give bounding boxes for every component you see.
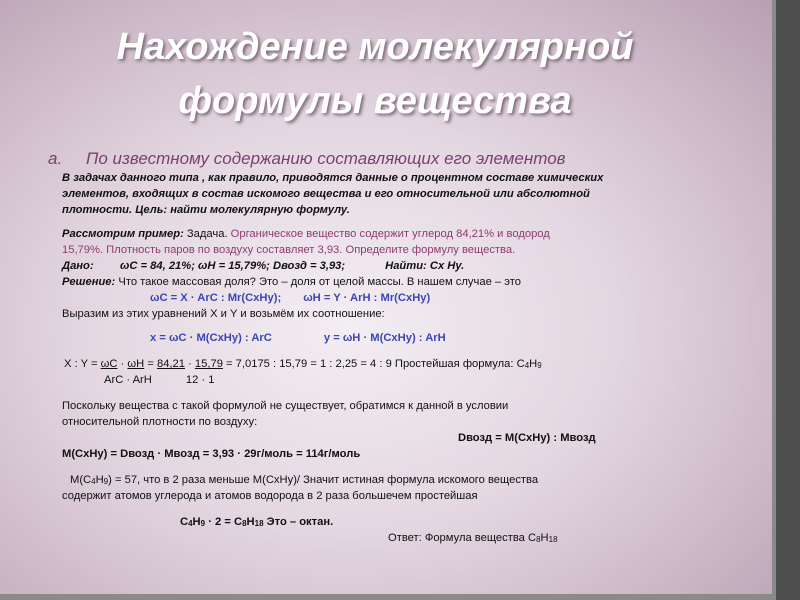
answer-h: Н	[540, 532, 549, 544]
express-line: Выразим из этих уравнений X и Y и возьмём их соотношение:	[62, 308, 385, 320]
octane-tail: Это – октан.	[263, 516, 334, 528]
ratio-value-c: 84,21	[156, 358, 185, 370]
intro-paragraph	[62, 170, 712, 218]
example-lead: Задача.	[183, 228, 231, 240]
subscript: 18	[548, 535, 558, 544]
answer-pre: Ответ: Формула вещества С	[388, 532, 537, 544]
ratio-denominator-symbols: ArC · ArH	[104, 374, 152, 386]
list-marker: а.	[48, 149, 63, 168]
ratio-value-h: 15,79	[194, 358, 223, 370]
density-formula: Dвозд = M(CxHy) : Mвозд	[458, 432, 596, 444]
subscript: 4	[524, 361, 530, 370]
mass-fraction-formulas	[62, 290, 712, 306]
octane-c: С	[180, 516, 189, 528]
formula-wc: ωC = X · ArC : Mr(CxHy);	[150, 292, 282, 304]
subscript: 9	[103, 477, 109, 486]
answer-line	[62, 530, 712, 546]
m1-pre: M(C	[70, 474, 92, 486]
subscript: 4	[188, 519, 193, 528]
ratio-numerator-wh: ωH	[127, 358, 145, 370]
subscript: 8	[536, 535, 541, 544]
m1-post: ) = 57, что в 2 раза меньше M(CxHy)/ Значит истиная формула искомого вещества	[108, 474, 539, 486]
example-label: Рассмотрим пример:	[62, 228, 184, 240]
molar-mass-formula: M(CxHy) = Dвозд · Mвозд = 3,93 · 29г/моль = 114г/моль	[62, 448, 361, 460]
subheading-text: По известному содержанию составляющих его элементов	[86, 149, 566, 168]
spacer	[62, 218, 712, 226]
subscript: 9	[537, 361, 542, 370]
task-text: Органическое вещество содержит углерод 84,21% и водород	[230, 228, 550, 240]
octane-line	[62, 514, 712, 530]
conclusion-line-4: содержит атомов углерода и атомов водорода в 2 раза большечем простейшая	[62, 490, 478, 502]
ratio-dot: ·	[184, 358, 195, 370]
bottom-band	[0, 594, 772, 600]
spacer	[62, 388, 712, 398]
spacer	[62, 346, 712, 356]
title-line-1: Нахождение молекулярной	[116, 26, 634, 68]
spacer	[62, 504, 712, 514]
ratio-dot: ·	[117, 358, 128, 370]
octane-mid: · 2 = С	[205, 516, 243, 528]
given-line	[62, 258, 712, 274]
given-values: ωC = 84, 21%; ωH = 15,79%; Dвозд = 3,93;	[120, 260, 346, 272]
ratio-denominator-line	[62, 372, 712, 388]
octane-h: Н	[192, 516, 201, 528]
example-line	[62, 226, 712, 242]
intro-line: элементов, входящих в состав искомого вещества и его относительной или абсолютной	[62, 188, 590, 200]
find-value: Сх Ну.	[429, 260, 465, 272]
subscript: 18	[254, 519, 264, 528]
simplest-mass-line	[62, 472, 712, 488]
spacer	[62, 322, 712, 330]
ratio-result: = 7,0175 : 15,79 = 1 : 2,25 = 4 : 9 Простейшая формула: С	[222, 358, 525, 370]
ratio-eq: =	[144, 358, 157, 370]
ratio-h: Н	[529, 358, 538, 370]
subscript: 4	[91, 477, 96, 486]
formula-y: y = ωH · M(CxHy) : ArH	[323, 332, 446, 344]
conclusion-line-1: Поскольку вещества с такой формулой не существует, обратимся к данной в условии	[62, 400, 509, 412]
right-side-band	[772, 0, 800, 600]
task-text-line-2: 15,79%. Плотность паров по воздуху составляет 3,93. Определите формулу вещества.	[62, 244, 516, 256]
conclusion-line-2: относительной плотности по воздуху:	[62, 416, 258, 428]
subscript: 9	[200, 519, 206, 528]
title-line-2: формулы вещества	[178, 80, 572, 122]
intro-line: плотности. Цель: найти молекулярную формулу.	[62, 204, 350, 216]
given-label: Дано:	[62, 260, 94, 272]
octane-h2: Н	[246, 516, 255, 528]
solution-text: Что такое массовая доля? Это – доля от целой массы. В нашем случае – это	[115, 276, 521, 288]
ratio-xy: X : Y =	[64, 358, 101, 370]
m1-h: H	[95, 474, 104, 486]
right-side-strip	[772, 0, 776, 600]
formula-wh: ωH = Y · ArH : Mr(CxHy)	[303, 292, 431, 304]
spacer	[62, 462, 712, 472]
subscript: 8	[242, 519, 247, 528]
intro-line: В задачах данного типа , как правило, приводятся данные о процентном составе химических	[62, 172, 604, 184]
subheading	[48, 148, 738, 170]
solution-label: Решение:	[62, 276, 116, 288]
formula-x: x = ωC · M(CxHy) : ArC	[150, 332, 272, 344]
ratio-denominator-values: 12 · 1	[185, 374, 215, 386]
slide-title	[40, 20, 710, 128]
find-label: Найти:	[385, 260, 427, 272]
solution-line	[62, 274, 712, 290]
xy-formulas	[62, 330, 712, 346]
ratio-line	[62, 356, 712, 372]
ratio-numerator-wc: ωC	[100, 358, 118, 370]
slide-body	[62, 170, 712, 546]
